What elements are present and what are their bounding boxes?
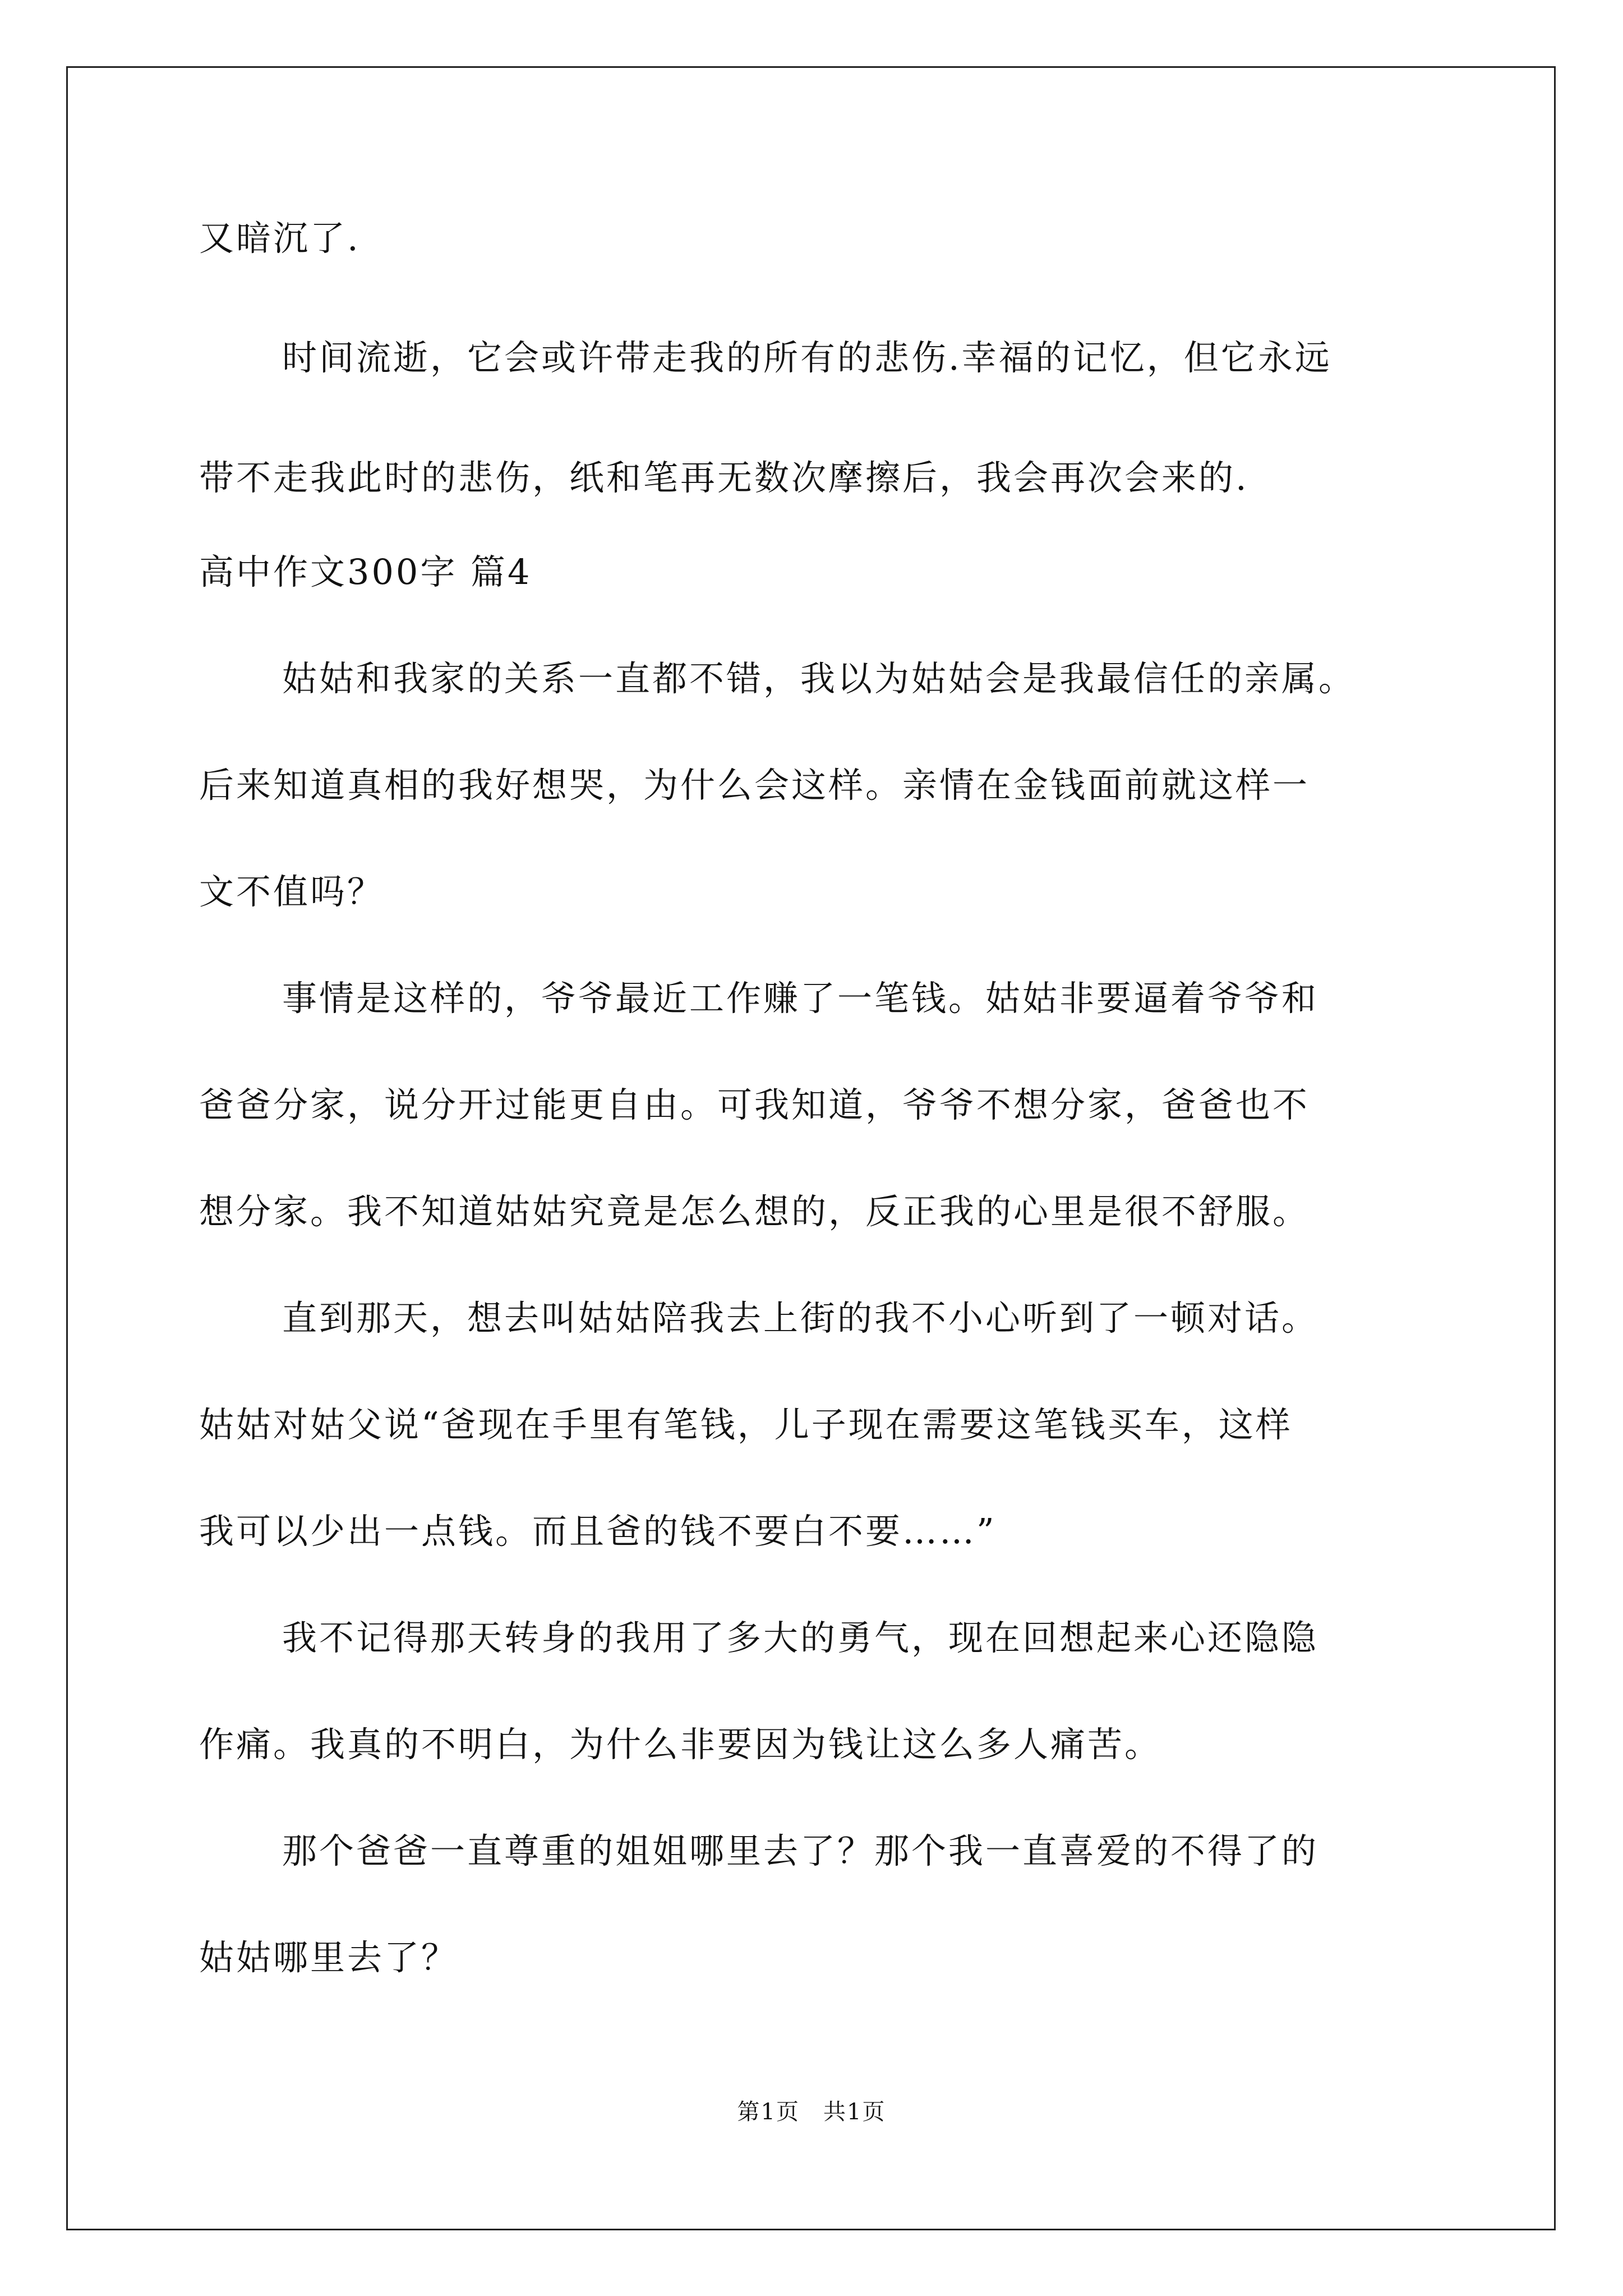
text-line: 时间流逝，它会或许带走我的所有的悲伤.幸福的记忆，但它永远 bbox=[282, 337, 1332, 378]
text-line: 我可以少出一点钱。而且爸的钱不要白不要……” bbox=[199, 1511, 997, 1552]
page-footer: 第1页 共1页 bbox=[737, 2099, 886, 2125]
text-line: 作痛。我真的不明白，为什么非要因为钱让这么多人痛苦。 bbox=[199, 1724, 1162, 1765]
text-line: 后来知道真相的我好想哭，为什么会这样。亲情在金钱面前就这样一 bbox=[199, 765, 1310, 806]
text-line: 又暗沉了. bbox=[199, 218, 361, 259]
text-line: 想分家。我不知道姑姑究竟是怎么想的，反正我的心里是很不舒服。 bbox=[199, 1191, 1310, 1232]
text-line: 带不走我此时的悲伤，纸和笔再无数次摩擦后，我会再次会来的. bbox=[199, 457, 1249, 498]
text-line: 那个爸爸一直尊重的姐姐哪里去了？那个我一直喜爱的不得了的 bbox=[282, 1830, 1319, 1871]
text-line: 直到那天，想去叫姑姑陪我去上街的我不小心听到了一顿对话。 bbox=[282, 1297, 1319, 1338]
text-line: 文不值吗？ bbox=[199, 871, 385, 912]
text-line: 姑姑哪里去了？ bbox=[199, 1937, 459, 1978]
text-line: 事情是这样的，爷爷最近工作赚了一笔钱。姑姑非要逼着爷爷和 bbox=[282, 978, 1319, 1019]
section-heading: 高中作文300字 篇4 bbox=[199, 551, 532, 592]
text-line: 姑姑对姑父说“爸现在手里有笔钱，儿子现在需要这笔钱买车，这样 bbox=[199, 1404, 1293, 1445]
text-line: 爸爸分家，说分开过能更自由。可我知道，爷爷不想分家，爸爸也不 bbox=[199, 1084, 1310, 1125]
text-line: 姑姑和我家的关系一直都不错，我以为姑姑会是我最信任的亲属。 bbox=[282, 658, 1356, 699]
text-line: 我不记得那天转身的我用了多大的勇气，现在回想起来心还隐隐 bbox=[282, 1617, 1319, 1658]
page-border bbox=[66, 66, 1556, 2230]
